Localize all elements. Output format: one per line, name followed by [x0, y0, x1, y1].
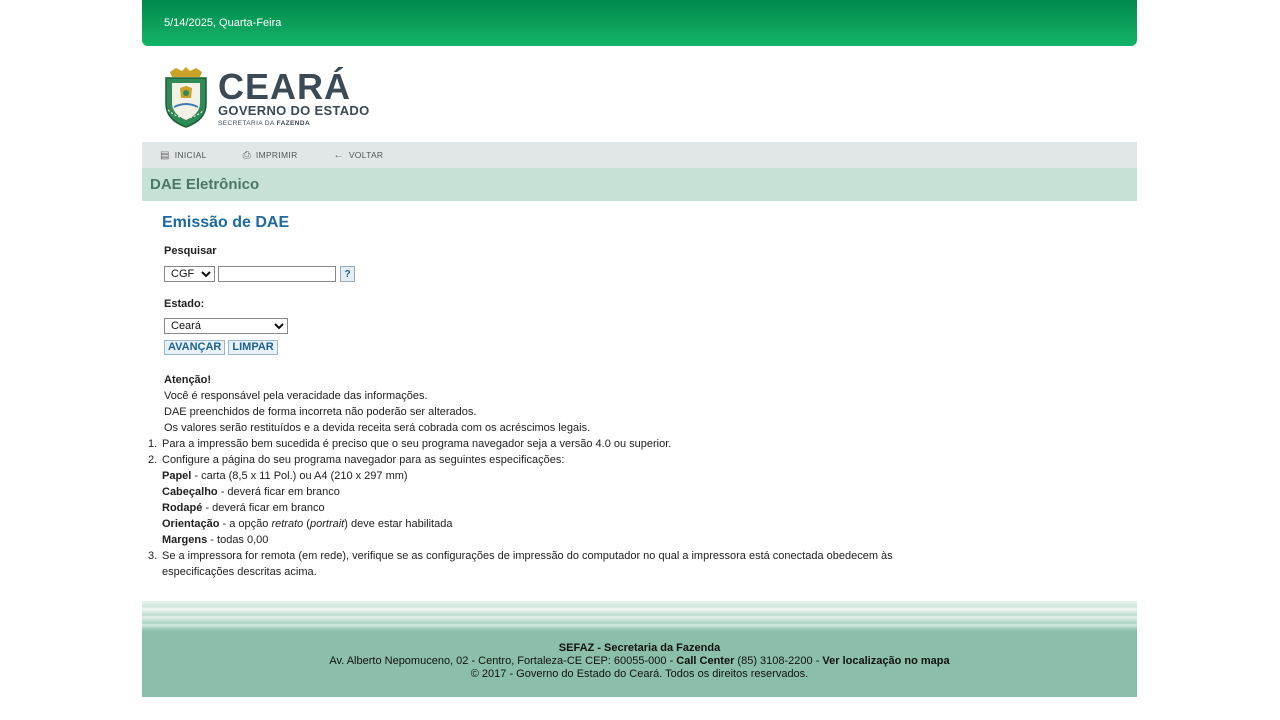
- advance-button[interactable]: AVANÇAR: [164, 340, 225, 355]
- logo-title: CEARÁ: [218, 66, 352, 107]
- spec-papel: Papel - carta (8,5 x 11 Pol.) ou A4 (210 x 297 mm): [162, 470, 408, 482]
- search-label: Pesquisar: [164, 245, 217, 257]
- form-buttons: [164, 340, 1137, 355]
- nav-voltar-label: VOLTAR: [348, 150, 384, 160]
- footer-address: Av. Alberto Nepomuceno, 02 - Centro, Fortaleza-CE CEP: 60055-000 - Call Center (85) 3108-2200 - Ver localização no mapa: [329, 655, 950, 667]
- help-button[interactable]: ?: [340, 266, 355, 282]
- top-bar: [142, 0, 1137, 46]
- spec-rodape: Rodapé - deverá ficar em branco: [162, 502, 325, 514]
- list-icon: ▤: [160, 149, 170, 161]
- footer: [142, 601, 1137, 697]
- nav-inicial[interactable]: [160, 150, 207, 161]
- list-item: 1. Para a impressão bem sucedida é preciso que o seu programa navegador seja a versão 4.0 ou superior.: [148, 438, 672, 450]
- header: [142, 46, 1137, 142]
- logo-subtitle: GOVERNO DO ESTADO: [218, 103, 370, 118]
- footer-org: SEFAZ - Secretaria da Fazenda: [558, 642, 721, 654]
- list-item: 3. Se a impressora for remota (em rede), verifique se as configurações de impressão do computador no qual a impressora está conectada obedecem às especificações descritas acima.: [148, 550, 893, 578]
- spec-cabecalho: Cabeçalho - deverá ficar em branco: [162, 486, 340, 498]
- ceara-logo[interactable]: [162, 66, 369, 130]
- nav-inicial-label: INICIAL: [174, 150, 207, 160]
- current-date: 5/14/2025, Quarta-Feira: [164, 17, 282, 29]
- attention-heading: Atenção!: [164, 374, 212, 386]
- map-link[interactable]: Ver localização no mapa: [822, 655, 950, 667]
- search-type-select[interactable]: [164, 266, 215, 282]
- spec-margens: Margens - todas 0,00: [162, 534, 269, 546]
- estado-select[interactable]: [164, 318, 288, 334]
- logo-subtitle-secretaria: SECRETARIA DA FAZENDA: [218, 120, 311, 127]
- estado-row: [164, 316, 1137, 334]
- search-row: [164, 266, 1137, 282]
- instructions: [148, 372, 1137, 580]
- instruction-list: [148, 436, 1137, 580]
- nav-voltar[interactable]: [334, 150, 384, 161]
- page-title: Emissão de DAE: [162, 214, 290, 231]
- coat-of-arms-icon: [162, 66, 210, 128]
- nav-imprimir[interactable]: [243, 150, 298, 161]
- spec-orientacao: Orientação - a opção retrato (portrait) deve estar habilitada: [162, 518, 453, 530]
- search-input[interactable]: [218, 266, 336, 282]
- estado-label: Estado:: [164, 298, 205, 310]
- section-title: DAE Eletrônico: [150, 176, 260, 193]
- notice-line: Você é responsável pela veracidade das informações.: [164, 390, 428, 402]
- footer-copyright: © 2017 - Governo do Estado do Ceará. Todos os direitos reservados.: [470, 668, 809, 680]
- page-container: [142, 0, 1137, 680]
- notice-line: DAE preenchidos de forma incorreta não poderão ser alterados.: [164, 406, 477, 418]
- list-item: 2. Configure a página do seu programa navegador para as seguintes especificações: Papel - carta (8,5 x 11 Pol.) ou A4 (210 x 297 mm) Cabeçalho - deverá ficar em branco Rodapé - deverá ficar em branco Orientação - a opção retrato (portrait) deve estar habilitada Margens - todas 0,00: [162, 452, 1137, 548]
- nav-imprimir-label: IMPRIMIR: [255, 150, 298, 160]
- clear-button[interactable]: LIMPAR: [228, 340, 277, 355]
- arrow-left-icon: ←: [333, 149, 344, 161]
- printer-icon: ⎙: [242, 149, 251, 161]
- section-title-bar: [142, 168, 1137, 201]
- nav-bar: [142, 142, 1137, 168]
- main-content: [142, 214, 1137, 580]
- notice-line: Os valores serão restituídos e a devida receita será cobrada com os acréscimos legais.: [164, 422, 591, 434]
